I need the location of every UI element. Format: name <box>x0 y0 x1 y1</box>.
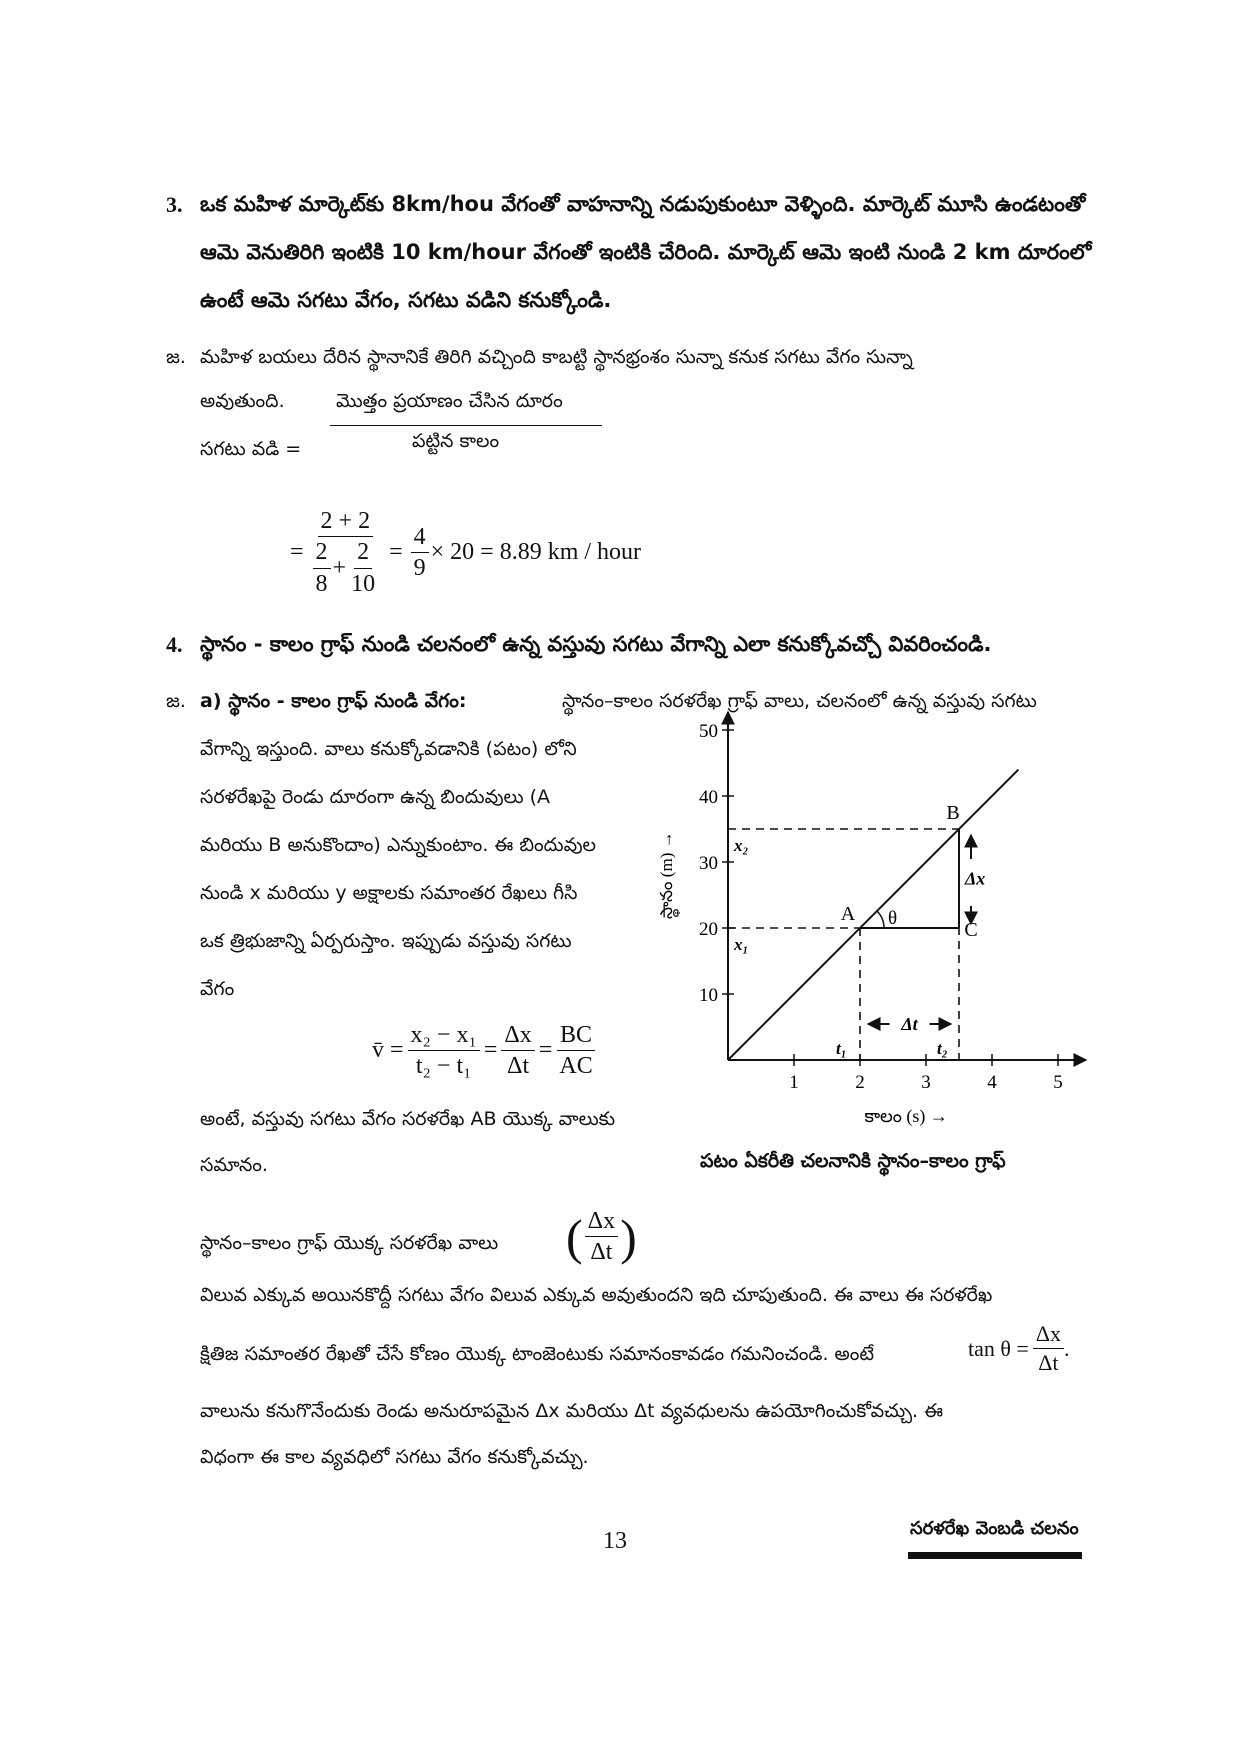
position-time-graph <box>650 721 1090 1140</box>
question-3-line-3: ఉంటే ఆమె సగటు వేగం, సగటు వడిని కనుక్కోండి. <box>200 288 612 312</box>
y-tick-label: 40 <box>699 787 718 808</box>
sub-fraction-b <box>348 539 378 597</box>
point-label-b: B <box>946 802 960 824</box>
distance-label: మొత్తం ప్రయాణం చేసిన దూరం <box>336 390 563 412</box>
chapter-title: సరళరేఖ వెంబడి చలనం <box>910 1518 1079 1539</box>
y-tick-label: 30 <box>699 853 718 874</box>
answer-4-left-line-1: వేగాన్ని ఇస్తుంది. వాలు కనుక్కోవడానికి (పటం) లోని <box>200 738 577 760</box>
time-label: పట్టిన కాలం <box>412 430 500 452</box>
calc-fraction-2-num: 4 <box>411 524 429 553</box>
formula-fraction-3-den: AC <box>559 1053 593 1080</box>
sub-fraction-b-num: 2 <box>354 539 372 568</box>
question-3-line-2: ఆమె వెనుతిరిగి ఇంటికి 10 km/hour వేగంతో ఇంటికి చేరింది. మార్కెట్ ఆమె ఇంటి నుండి 2 km దూరంలో <box>200 240 1092 264</box>
formula-fraction-1-num: x₂ − x₁ <box>408 1022 480 1051</box>
slope-fraction-den: Δt <box>590 1239 613 1266</box>
x-axis-label: కాలం (s) → <box>864 1106 948 1126</box>
slope-fraction <box>585 1208 618 1266</box>
formula-fraction-2 <box>501 1022 534 1080</box>
sub-fraction-b-den: 10 <box>351 570 376 597</box>
para-2: క్షితిజ సమాంతర రేఖతో చేసే కోణం యొక్క టాంజెంటుకు సమానంకావడం గమనించండి. అంటే <box>200 1343 875 1365</box>
para-4: విధంగా ఈ కాల వ్యవధిలో సగటు వేగం కనుక్కోవచ్చు. <box>200 1446 589 1468</box>
formula-fraction-2-den: Δt <box>507 1053 530 1080</box>
y-tick-label: 10 <box>699 985 718 1006</box>
left-paren: ( <box>566 1208 583 1265</box>
point-label-c: C <box>964 919 978 941</box>
speed-calculation <box>290 508 641 597</box>
annotation-t2: t₂ <box>937 1039 948 1058</box>
question-3-number: 3. <box>166 192 183 217</box>
answer-4-left-line-5: ఒక త్రిభుజాన్ని ఏర్పరుస్తాం. ఇప్పుడు వస్తువు సగటు <box>200 930 572 952</box>
annotation-dt: Δt <box>901 1014 918 1034</box>
point-label-a: A <box>840 903 856 925</box>
figure-caption: పటం ఏకరీతి చలనానికి స్థానం–కాలం గ్రాఫ్ <box>700 1150 1006 1172</box>
question-4-text: స్థానం - కాలం గ్రాఫ్ నుండి చలనంలో ఉన్న వస్తువు సగటు వేగాన్ని ఎలా కనుక్కోవచ్చో వివరించండి. <box>200 632 992 656</box>
answer-4-left-line-2: సరళరేఖపై రెండు దూరంగా ఉన్న బిందువులు (A <box>200 786 551 808</box>
velocity-formula <box>372 1022 596 1080</box>
position-line <box>728 770 1018 1060</box>
y-tick-label: 20 <box>699 919 718 940</box>
tan-label: tan θ = <box>968 1335 1029 1361</box>
formula-fraction-3 <box>556 1022 595 1080</box>
calc-fraction-2-den: 9 <box>413 555 426 582</box>
x-tick-label: 3 <box>921 1072 931 1093</box>
slope-expression <box>566 1208 637 1266</box>
tan-fraction-num: Δx <box>1033 1322 1064 1349</box>
theta-arc <box>877 911 884 928</box>
tan-expression <box>968 1322 1069 1375</box>
sub-fraction-a-den: 8 <box>315 570 328 597</box>
answer-3-line-2: అవుతుంది. <box>200 390 285 412</box>
slope-text: స్థానం–కాలం గ్రాఫ్ యొక్క సరళరేఖ వాలు <box>200 1232 499 1254</box>
formula-equals-1: = <box>483 1037 498 1064</box>
equals-sign-2: = <box>389 539 403 566</box>
slope-fraction-num: Δx <box>585 1208 618 1237</box>
fraction-bar <box>330 425 602 426</box>
formula-fraction-3-num: BC <box>557 1022 595 1051</box>
calc-fraction-1 <box>310 508 382 597</box>
x-tick-label: 4 <box>987 1072 997 1093</box>
answer-4-left-line-6: వేగం <box>200 978 235 1000</box>
answer-4-left-line-3: మరియు B అనుకొందాం) ఎన్నుకుంటాం. ఈ బిందువుల <box>200 834 597 856</box>
answer-4-after-1: అంటే, వస్తువు సగటు వేగం సరళరేఖ AB యొక్క వాలుకు <box>200 1108 616 1130</box>
page-number: 13 <box>603 1528 627 1554</box>
x-tick-label: 2 <box>855 1072 865 1093</box>
y-tick-label: 50 <box>699 721 718 742</box>
answer-3-marker: జ. <box>166 346 186 368</box>
para-1: విలువ ఎక్కువ అయినకొద్దీ సగటు వేగం విలువ ఎక్కువ అవుతుందని ఇది చూపుతుంది. ఈ వాలు ఈ సరళరేఖ <box>200 1284 993 1306</box>
annotation-x2: x₂ <box>734 836 749 855</box>
calc-fraction-1-num: 2 + 2 <box>318 508 374 537</box>
footer-rule <box>908 1552 1082 1559</box>
answer-4-line-1: స్థానం–కాలం సరళరేఖ గ్రాఫ్ వాలు, చలనంలో ఉన్న వస్తువు సగటు <box>562 690 1037 712</box>
question-3-line-1: ఒక మహిళ మార్కెట్‌కు 8km/hou వేగంతో వాహనాన్ని నడుపుకుంటూ వెళ్ళింది. మార్కెట్ మూసి ఉండటంతో <box>200 192 1086 216</box>
equals-sign: = <box>290 539 304 566</box>
answer-4-heading: a) స్థానం - కాలం గ్రాఫ్ నుండి వేగం: <box>200 690 467 712</box>
answer-3-line-1: మహిళ బయలు దేరిన స్థానానికే తిరిగి వచ్చింది కాబట్టి స్థానభ్రంశం సున్నా కనుక సగటు వేగం సున్నా <box>200 346 913 368</box>
annotation-t1: t₁ <box>836 1039 847 1058</box>
y-axis-label: స్థానం (m) → <box>657 831 676 920</box>
annotation-dx: Δx <box>965 868 986 889</box>
question-4-number: 4. <box>166 632 183 657</box>
calc-fraction-1-den <box>310 537 382 597</box>
calc-result: × 20 = 8.89 km / hour <box>430 539 642 566</box>
tan-period: . <box>1063 1335 1070 1361</box>
sub-fraction-a <box>313 539 331 597</box>
para-3: వాలును కనుగొనేందుకు రెండు అనురూపమైన Δx మరియు Δt వ్యవధులను ఉపయోగించుకోవచ్చు. ఈ <box>200 1400 943 1422</box>
average-speed-label: సగటు వడి = <box>200 438 302 460</box>
calc-fraction-2 <box>411 524 429 582</box>
formula-fraction-1-den: t₂ − t₁ <box>415 1053 472 1080</box>
answer-4-marker: జ. <box>166 690 186 712</box>
annotation-theta: θ <box>888 908 898 929</box>
formula-fraction-1 <box>408 1022 480 1080</box>
v-bar-label: v̄ = <box>372 1037 404 1064</box>
x-tick-label: 1 <box>789 1072 799 1093</box>
tan-fraction <box>1033 1322 1064 1375</box>
tan-fraction-den: Δt <box>1038 1350 1059 1376</box>
annotation-x1: x₁ <box>734 935 749 954</box>
right-paren: ) <box>620 1208 637 1265</box>
x-tick-label: 5 <box>1053 1072 1063 1093</box>
plus-sign: + <box>332 555 347 582</box>
sub-fraction-a-num: 2 <box>313 539 331 568</box>
answer-4-left-line-4: నుండి x మరియు y అక్షాలకు సమాంతర రేఖలు గీసి <box>200 882 578 904</box>
formula-equals-2: = <box>538 1037 553 1064</box>
formula-fraction-2-num: Δx <box>501 1022 534 1051</box>
answer-4-after-2: సమానం. <box>200 1154 268 1176</box>
